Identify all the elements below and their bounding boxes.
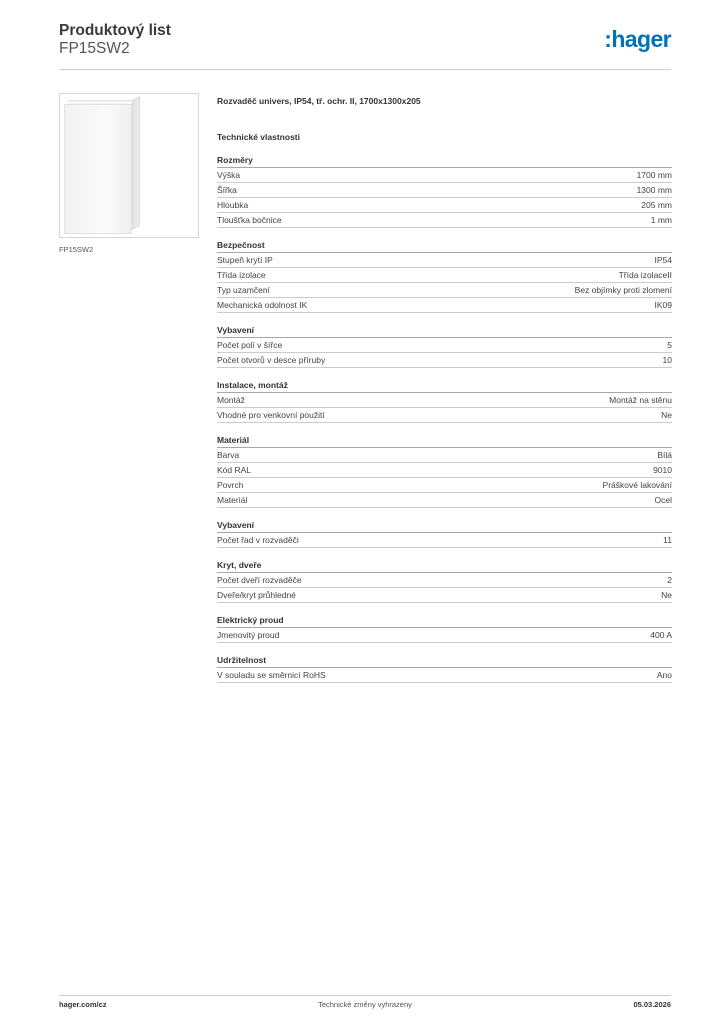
spec-section-title: Vybavení <box>217 324 672 338</box>
spec-value: Montáž na stěnu <box>609 395 672 405</box>
spec-row <box>217 198 672 213</box>
spec-section-title: Kryt, dveře <box>217 559 672 573</box>
hager-logo: :hager <box>604 26 671 52</box>
spec-row <box>217 533 672 548</box>
spec-row <box>217 298 672 313</box>
spec-row <box>217 253 672 268</box>
spec-value: 11 <box>663 535 672 545</box>
spec-row <box>217 183 672 198</box>
spec-section <box>217 519 672 548</box>
spec-value: Ano <box>656 670 672 680</box>
spec-label: Počet dveří rozvaděče <box>217 575 302 585</box>
spec-row <box>217 668 672 683</box>
spec-label: V souladu se směrnicí RoHS <box>217 670 326 680</box>
spec-row <box>217 408 672 423</box>
spec-section <box>217 654 672 683</box>
spec-row <box>217 478 672 493</box>
spec-value: Třída izolaceII <box>618 270 672 280</box>
spec-row <box>217 393 672 408</box>
spec-section-title: Instalace, montáž <box>217 379 672 393</box>
spec-label: Počet řad v rozvaděči <box>217 535 299 545</box>
spec-row <box>217 573 672 588</box>
spec-row <box>217 353 672 368</box>
document-title: Produktový list <box>59 22 171 39</box>
spec-section <box>217 324 672 368</box>
spec-section-title: Materiál <box>217 434 672 448</box>
product-details <box>217 95 672 694</box>
spec-value: 1700 mm <box>636 170 672 180</box>
spec-label: Montáž <box>217 395 245 405</box>
product-description: Rozvaděč univers, IP54, tř. ochr. II, 1700x1300x205 <box>217 96 421 106</box>
spec-label: Povrch <box>217 480 244 490</box>
spec-row <box>217 493 672 508</box>
spec-value: 5 <box>667 340 672 350</box>
spec-label: Stupeň krytí IP <box>217 255 273 265</box>
spec-label: Hloubka <box>217 200 249 210</box>
spec-value: 1300 mm <box>636 185 672 195</box>
spec-section <box>217 239 672 313</box>
spec-label: Kód RAL <box>217 465 252 475</box>
spec-value: Bez objímky proti zlomení <box>574 285 672 295</box>
spec-label: Materiál <box>217 495 248 505</box>
cabinet-image <box>64 100 140 234</box>
spec-value: 205 mm <box>641 200 672 210</box>
spec-row <box>217 628 672 643</box>
spec-row <box>217 283 672 298</box>
spec-row <box>217 338 672 353</box>
spec-section-title: Bezpečnost <box>217 239 672 253</box>
spec-row <box>217 168 672 183</box>
spec-section <box>217 434 672 508</box>
page-footer <box>59 995 671 1009</box>
spec-label: Vhodné pro venkovní použití <box>217 410 325 420</box>
spec-value: IK09 <box>654 300 672 310</box>
technical-properties-title: Technické vlastnosti <box>217 132 300 142</box>
spec-label: Dveře/kryt průhledné <box>217 590 296 600</box>
spec-section-title: Elektrický proud <box>217 614 672 628</box>
spec-sections <box>217 154 672 683</box>
spec-section <box>217 379 672 423</box>
spec-section <box>217 614 672 643</box>
spec-label: Výška <box>217 170 241 180</box>
product-image-caption: FP15SW2 <box>59 245 94 254</box>
footer-website: hager.com/cz <box>59 1000 107 1009</box>
spec-label: Jmenovitý proud <box>217 630 280 640</box>
footer-notice: Technické změny vyhrazeny <box>318 1000 412 1009</box>
spec-label: Mechanická odolnost IK <box>217 300 308 310</box>
spec-label: Šířka <box>217 185 237 195</box>
footer-date: 05.03.2026 <box>633 1000 671 1009</box>
spec-label: Počet otvorů v desce příruby <box>217 355 326 365</box>
spec-row <box>217 213 672 228</box>
spec-section <box>217 154 672 228</box>
spec-section-title: Rozměry <box>217 154 672 168</box>
spec-value: IP54 <box>654 255 672 265</box>
spec-section-title: Vybavení <box>217 519 672 533</box>
spec-label: Typ uzamčení <box>217 285 270 295</box>
spec-value: Práškové lakování <box>602 480 672 490</box>
spec-value: Ne <box>661 590 672 600</box>
spec-label: Počet polí v šířce <box>217 340 283 350</box>
spec-value: 10 <box>662 355 672 365</box>
spec-value: 9010 <box>653 465 672 475</box>
spec-row <box>217 448 672 463</box>
spec-section-title: Udržitelnost <box>217 654 672 668</box>
spec-section <box>217 559 672 603</box>
spec-value: 400 A <box>650 630 672 640</box>
spec-label: Barva <box>217 450 240 460</box>
product-code: FP15SW2 <box>59 40 130 57</box>
spec-value: Ocel <box>654 495 672 505</box>
spec-value: Ne <box>661 410 672 420</box>
spec-row <box>217 588 672 603</box>
spec-label: Třída izolace <box>217 270 266 280</box>
spec-row <box>217 463 672 478</box>
spec-row <box>217 268 672 283</box>
page-header <box>59 22 671 70</box>
spec-label: Tloušťka bočnice <box>217 215 282 225</box>
spec-value: Bílá <box>657 450 672 460</box>
spec-value: 1 mm <box>650 215 672 225</box>
spec-value: 2 <box>667 575 672 585</box>
